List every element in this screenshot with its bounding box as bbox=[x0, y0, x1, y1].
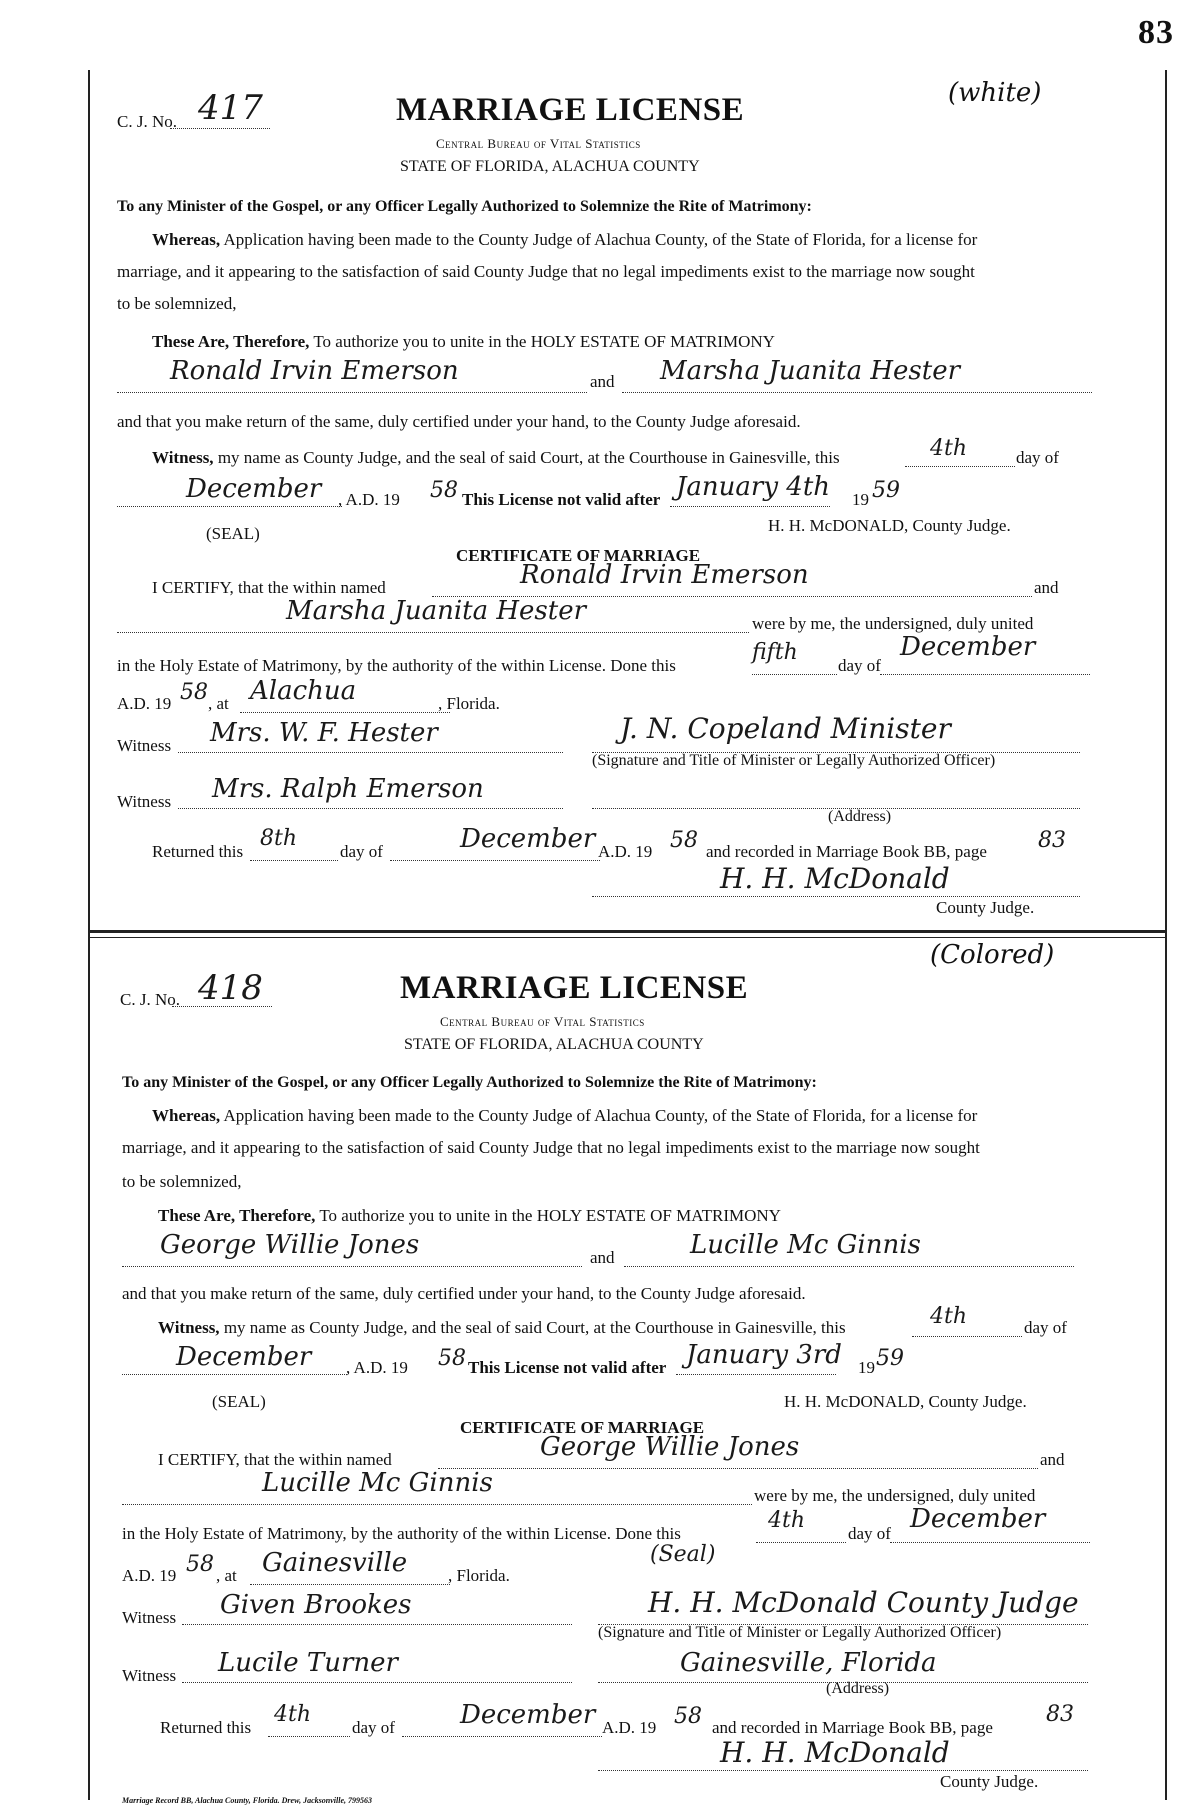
judge-signature: H. H. McDonald bbox=[720, 862, 950, 895]
at-label: , at bbox=[208, 694, 229, 713]
witness2-name: Mrs. Ralph Emerson bbox=[212, 774, 484, 804]
day-of-label: day of bbox=[1016, 448, 1059, 467]
seal-label: (SEAL) bbox=[206, 524, 260, 543]
returned-day-of: day of bbox=[340, 842, 383, 861]
cj-number: 418 bbox=[198, 968, 263, 1008]
whereas-line1: Whereas, Application having been made to the County Judge of Alachua County, of the State of Florida, for a license for bbox=[152, 1106, 978, 1125]
year-issued: 58 bbox=[438, 1346, 466, 1371]
to-any-minister: To any Minister of the Gospel, or any Officer Legally Authorized to Solemnize the Rite of Matrimony: bbox=[122, 1074, 817, 1091]
return-text: and that you make return of the same, duly certified under your hand, to the County Judge aforesaid. bbox=[117, 412, 801, 431]
record-page: 83 bbox=[1038, 828, 1066, 853]
judge-signature: H. H. McDonald bbox=[720, 1736, 950, 1769]
whereas-line3: to be solemnized, bbox=[122, 1172, 242, 1191]
officiant-signature: H. H. McDonald County Judge bbox=[648, 1586, 1079, 1619]
groom-name: George Willie Jones bbox=[160, 1230, 420, 1260]
day-married: fifth bbox=[752, 640, 798, 665]
returned-month: December bbox=[460, 824, 596, 854]
and-label: and bbox=[590, 372, 615, 391]
year-issued: 58 bbox=[430, 478, 458, 503]
witness2-label: Witness bbox=[122, 1666, 177, 1685]
license-title: MARRIAGE LICENSE bbox=[396, 92, 745, 128]
florida-label: , Florida. bbox=[438, 694, 500, 713]
witness-line: Witness, my name as County Judge, and the seal of said Court, at the Courthouse in Gainesville, this bbox=[152, 448, 840, 467]
cert-bride-name: Marsha Juanita Hester bbox=[286, 596, 587, 626]
county-judge-label: County Judge. bbox=[936, 898, 1035, 917]
year-married: 58 bbox=[180, 680, 208, 705]
officiant-address: Gainesville, Florida bbox=[680, 1648, 937, 1678]
returned-ad: A.D. 19 bbox=[602, 1718, 657, 1737]
valid-year: 59 bbox=[872, 478, 900, 503]
day-of-label: day of bbox=[1024, 1318, 1067, 1337]
witness2-name: Lucile Turner bbox=[218, 1648, 398, 1678]
month-married: December bbox=[910, 1504, 1046, 1534]
seal-note: (Seal) bbox=[650, 1542, 716, 1567]
recorded-label: and recorded in Marriage Book BB, page bbox=[712, 1718, 993, 1737]
these-are-line: These Are, Therefore, To authorize you to unite in the HOLY ESTATE OF MATRIMONY bbox=[158, 1206, 781, 1225]
returned-month: December bbox=[460, 1700, 596, 1730]
cert-bride-name: Lucille Mc Ginnis bbox=[262, 1468, 493, 1498]
address-caption: (Address) bbox=[826, 1680, 890, 1697]
signature-caption: (Signature and Title of Minister or Legally Authorized Officer) bbox=[598, 1624, 1002, 1641]
bureau-label: Central Bureau of Vital Statistics bbox=[440, 1014, 645, 1029]
valid-until: January 4th bbox=[676, 472, 831, 502]
returned-label: Returned this bbox=[160, 1718, 252, 1737]
ad-label: , A.D. 19 bbox=[338, 490, 400, 509]
day-issued: 4th bbox=[930, 436, 968, 461]
cj-label: C. J. No. bbox=[120, 990, 180, 1009]
holy-estate-line: in the Holy Estate of Matrimony, by the authority of the within License. Done this bbox=[122, 1524, 681, 1543]
judge-printed-name: H. H. McDONALD, County Judge. bbox=[768, 516, 1011, 535]
at-label: , at bbox=[216, 1566, 237, 1585]
whereas-line1: Whereas, Application having been made to the County Judge of Alachua County, of the State of Florida, for a license for bbox=[152, 230, 978, 249]
valid-until: January 3rd bbox=[686, 1340, 842, 1370]
place-married: Gainesville bbox=[262, 1548, 408, 1578]
state-label: STATE OF FLORIDA, ALACHUA COUNTY bbox=[404, 1036, 704, 1053]
n19-label: 19 bbox=[858, 1358, 875, 1377]
license-title: MARRIAGE LICENSE bbox=[400, 970, 749, 1006]
returned-ad: A.D. 19 bbox=[598, 842, 653, 861]
returned-label: Returned this bbox=[152, 842, 244, 861]
were-by-me-label: were by me, the undersigned, duly united bbox=[752, 614, 1034, 633]
returned-year: 58 bbox=[670, 828, 698, 853]
record-page: 83 bbox=[1046, 1702, 1074, 1727]
return-text: and that you make return of the same, duly certified under your hand, to the County Judge aforesaid. bbox=[122, 1284, 806, 1303]
cj-number: 417 bbox=[198, 88, 263, 128]
and-label: and bbox=[590, 1248, 615, 1267]
holy-estate-line: in the Holy Estate of Matrimony, by the authority of the within License. Done this bbox=[117, 656, 676, 675]
place-married: Alachua bbox=[250, 676, 357, 706]
witness1-name: Given Brookes bbox=[220, 1590, 412, 1620]
returned-year: 58 bbox=[674, 1704, 702, 1729]
judge-printed-name: H. H. McDONALD, County Judge. bbox=[784, 1392, 1027, 1411]
ad-label-2: A.D. 19 bbox=[122, 1566, 177, 1585]
certificate-title: CERTIFICATE OF MARRIAGE bbox=[456, 546, 701, 565]
day-issued: 4th bbox=[930, 1304, 968, 1329]
to-any-minister: To any Minister of the Gospel, or any Officer Legally Authorized to Solemnize the Rite of Matrimony: bbox=[117, 198, 812, 215]
seal-label: (SEAL) bbox=[212, 1392, 266, 1411]
whereas-line2: marriage, and it appearing to the satisfaction of said County Judge that no legal impediments exist to the marriage now sought bbox=[117, 262, 975, 281]
race-note: (Colored) bbox=[930, 940, 1055, 970]
witness-line: Witness, my name as County Judge, and the seal of said Court, at the Courthouse in Gainesville, this bbox=[158, 1318, 846, 1337]
witness1-name: Mrs. W. F. Hester bbox=[210, 718, 438, 748]
not-valid-label: This License not valid after bbox=[462, 490, 661, 509]
returned-day: 4th bbox=[274, 1702, 312, 1727]
day-married: 4th bbox=[768, 1508, 806, 1533]
month-issued: December bbox=[176, 1342, 312, 1372]
page-number: 83 bbox=[1138, 14, 1174, 51]
cert-groom-name: George Willie Jones bbox=[540, 1432, 800, 1462]
bureau-label: Central Bureau of Vital Statistics bbox=[436, 136, 641, 151]
and-label-2: and bbox=[1034, 578, 1059, 597]
cj-label: C. J. No. bbox=[117, 112, 177, 131]
whereas-line3: to be solemnized, bbox=[117, 294, 237, 313]
day-of-label-2: day of bbox=[838, 656, 881, 675]
certify-label: I CERTIFY, that the within named bbox=[158, 1450, 392, 1469]
whereas-line2: marriage, and it appearing to the satisfaction of said County Judge that no legal impediments exist to the marriage now sought bbox=[122, 1138, 980, 1157]
these-are-line: These Are, Therefore, To authorize you to unite in the HOLY ESTATE OF MATRIMONY bbox=[152, 332, 775, 351]
address-caption: (Address) bbox=[828, 808, 892, 825]
recorded-label: and recorded in Marriage Book BB, page bbox=[706, 842, 987, 861]
state-label: STATE OF FLORIDA, ALACHUA COUNTY bbox=[400, 158, 700, 175]
valid-year: 59 bbox=[876, 1346, 904, 1371]
bride-name: Marsha Juanita Hester bbox=[660, 356, 961, 386]
witness1-label: Witness bbox=[117, 736, 172, 755]
ad-label-2: A.D. 19 bbox=[117, 694, 172, 713]
signature-caption: (Signature and Title of Minister or Legally Authorized Officer) bbox=[592, 752, 996, 769]
bride-name: Lucille Mc Ginnis bbox=[690, 1230, 921, 1260]
certificate-title: CERTIFICATE OF MARRIAGE bbox=[460, 1418, 705, 1437]
were-by-me-label: were by me, the undersigned, duly united bbox=[754, 1486, 1036, 1505]
witness1-label: Witness bbox=[122, 1608, 177, 1627]
returned-day: 8th bbox=[260, 826, 298, 851]
year-married: 58 bbox=[186, 1552, 214, 1577]
form-footer: Marriage Record BB, Alachua County, Florida. Drew, Jacksonville, 799563 bbox=[122, 1796, 373, 1805]
county-judge-label: County Judge. bbox=[940, 1772, 1039, 1791]
month-married: December bbox=[900, 632, 1036, 662]
officiant-signature: J. N. Copeland Minister bbox=[620, 712, 951, 745]
cert-groom-name: Ronald Irvin Emerson bbox=[520, 560, 809, 590]
race-note: (white) bbox=[948, 78, 1042, 108]
not-valid-label: This License not valid after bbox=[468, 1358, 667, 1377]
day-of-label-2: day of bbox=[848, 1524, 891, 1543]
ad-label: , A.D. 19 bbox=[346, 1358, 408, 1377]
groom-name: Ronald Irvin Emerson bbox=[170, 356, 459, 386]
and-label-2: and bbox=[1040, 1450, 1065, 1469]
returned-day-of: day of bbox=[352, 1718, 395, 1737]
certify-label: I CERTIFY, that the within named bbox=[152, 578, 386, 597]
section-divider bbox=[88, 930, 1165, 933]
florida-label: , Florida. bbox=[448, 1566, 510, 1585]
n19-label: 19 bbox=[852, 490, 869, 509]
witness2-label: Witness bbox=[117, 792, 172, 811]
month-issued: December bbox=[186, 474, 322, 504]
